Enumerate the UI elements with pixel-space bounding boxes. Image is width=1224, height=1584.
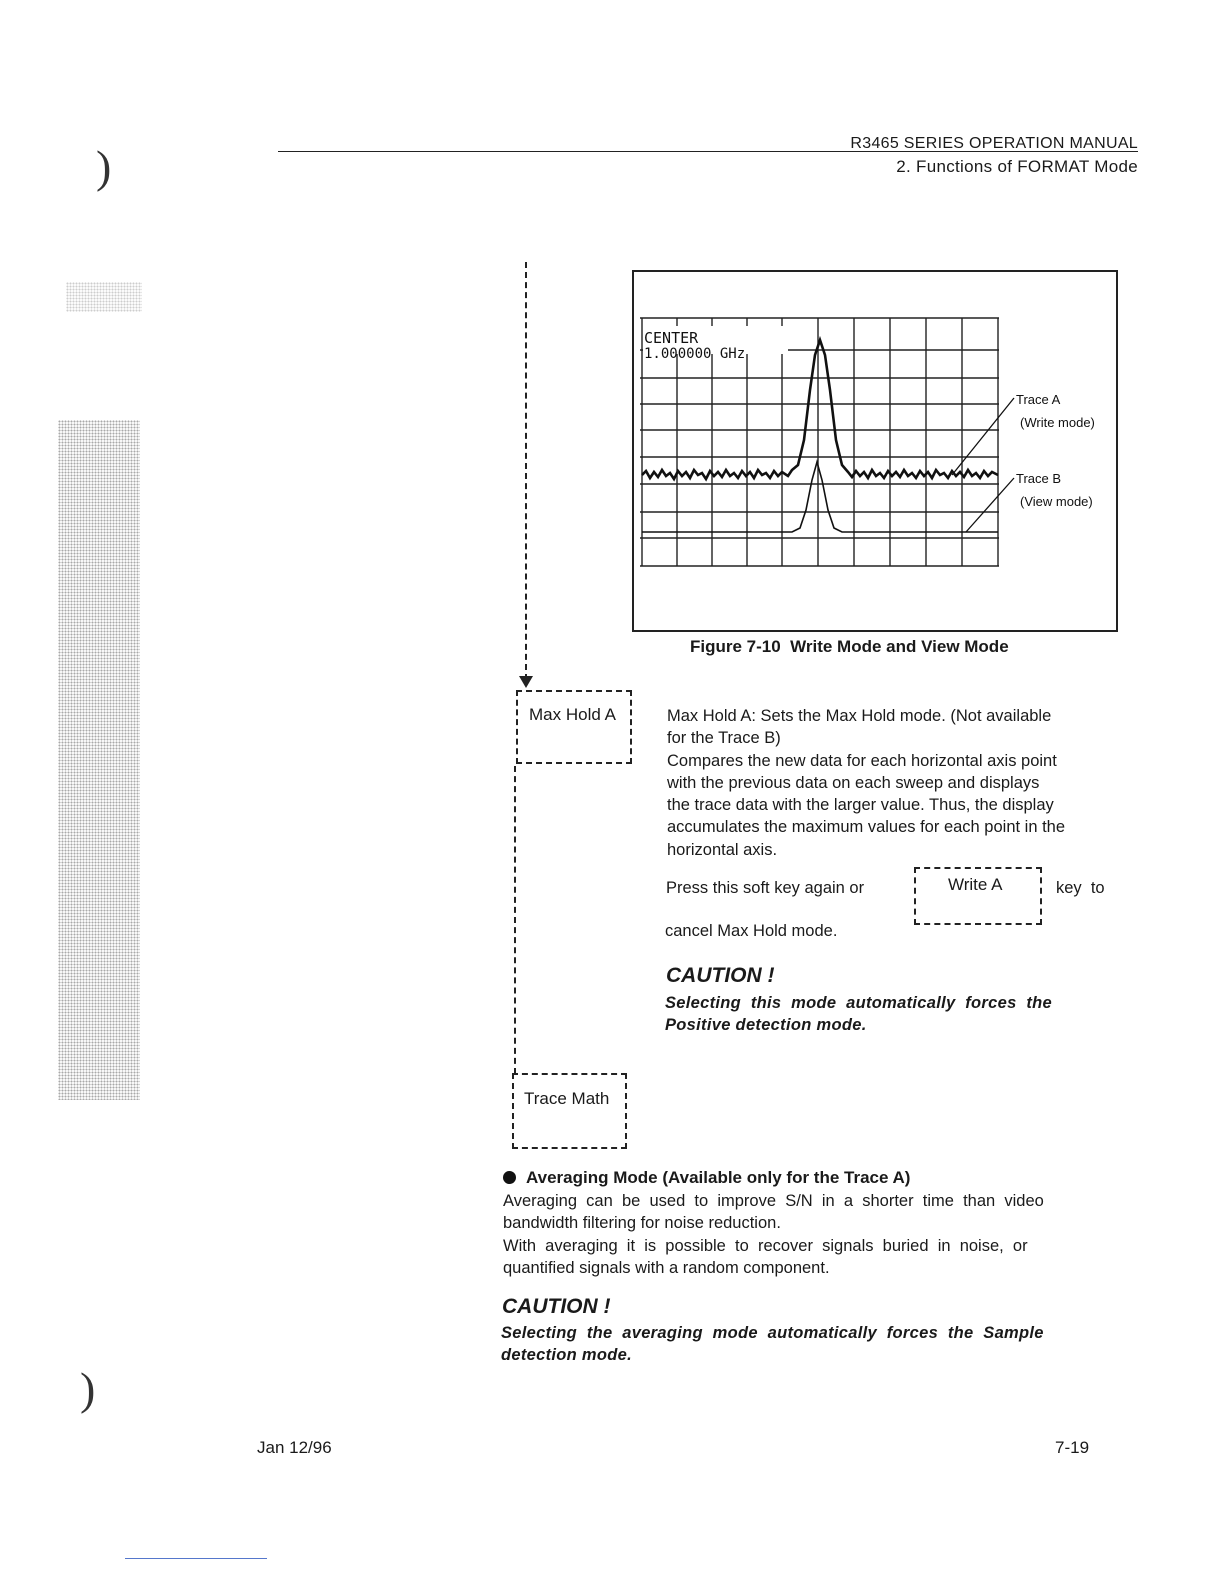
averaging-line: quantified signals with a random component. — [503, 1258, 830, 1277]
margin-mark-top: ) — [96, 141, 112, 192]
header-rule — [278, 151, 1138, 152]
page-number: 7-19 — [1055, 1438, 1090, 1457]
trace-b-label: Trace B — [1016, 471, 1062, 486]
desc-line: accumulates the maximum values for each point in the — [667, 818, 1066, 837]
scan-artifact-top — [66, 282, 142, 312]
averaging-heading-text: Averaging Mode (Available only for the Trace A) — [526, 1168, 911, 1187]
max-hold-a-softkey-label: Max Hold A — [529, 705, 616, 724]
write-a-key[interactable] — [914, 867, 1042, 925]
averaging-line: With averaging it is possible to recover signals buried in noise, or — [503, 1236, 1028, 1255]
caution-title-max-hold: CAUTION ! — [666, 964, 775, 987]
flow-connector-mid — [514, 766, 516, 1074]
caution-line: Selecting this mode automatically forces the — [665, 994, 1052, 1012]
figure-screen — [632, 270, 1122, 640]
trace-a-label: Trace A — [1016, 392, 1061, 407]
caution-line: Selecting the averaging mode automatically forces the Sample — [501, 1324, 1044, 1342]
caution-text-max-hold — [665, 992, 1117, 1036]
trace-math-softkey[interactable] — [512, 1073, 627, 1149]
margin-mark-bottom: ) — [80, 1363, 96, 1414]
desc-line: with the previous data on each sweep and displays — [667, 773, 1040, 792]
averaging-line: Averaging can be used to improve S/N in a shorter time than video — [503, 1192, 1044, 1210]
section-title: 2. Functions of FORMAT Mode — [896, 157, 1138, 176]
caution-text-averaging — [501, 1322, 1113, 1366]
caution-title-averaging: CAUTION ! — [502, 1295, 611, 1318]
write-a-key-label: Write A — [948, 875, 1003, 894]
trace-a-mode: (Write mode) — [1020, 415, 1095, 430]
press-soft-key-text: Press this soft key again or — [666, 879, 865, 897]
averaging-heading — [503, 1168, 910, 1188]
max-hold-description — [667, 705, 1119, 861]
footer-date: Jan 12/96 — [257, 1438, 332, 1457]
bottom-rule — [125, 1558, 267, 1559]
desc-line: Compares the new data for each horizontal axis point — [667, 751, 1057, 770]
caution-line: detection mode. — [501, 1346, 633, 1364]
desc-line: horizontal axis. — [667, 840, 778, 859]
desc-line: Max Hold A: Sets the Max Hold mode. (Not available — [667, 707, 1052, 725]
desc-line: for the Trace B) — [667, 729, 781, 748]
scan-artifact-strip — [58, 420, 140, 1100]
flow-connector-top — [525, 262, 527, 680]
manual-title: R3465 SERIES OPERATION MANUAL — [850, 135, 1138, 152]
center-frequency: 1.000000 GHz — [644, 346, 746, 362]
flow-arrow-icon — [519, 676, 533, 688]
trace-b-mode: (View mode) — [1020, 494, 1093, 509]
center-label: CENTER — [644, 329, 699, 347]
caution-line: Positive detection mode. — [665, 1016, 867, 1034]
desc-line: the trace data with the larger value. Thus, the display — [667, 796, 1054, 815]
max-hold-a-softkey[interactable] — [516, 690, 632, 764]
figure-caption: Figure 7-10 Write Mode and View Mode — [690, 637, 1009, 656]
trace-math-softkey-label: Trace Math — [524, 1089, 610, 1108]
averaging-body — [503, 1190, 1113, 1279]
averaging-line: bandwidth filtering for noise reduction. — [503, 1214, 781, 1233]
trace-b-pointer — [966, 478, 1014, 532]
key-to-text: key to — [1056, 879, 1105, 897]
cancel-text: cancel Max Hold mode. — [665, 922, 838, 940]
bullet-icon — [503, 1171, 516, 1184]
